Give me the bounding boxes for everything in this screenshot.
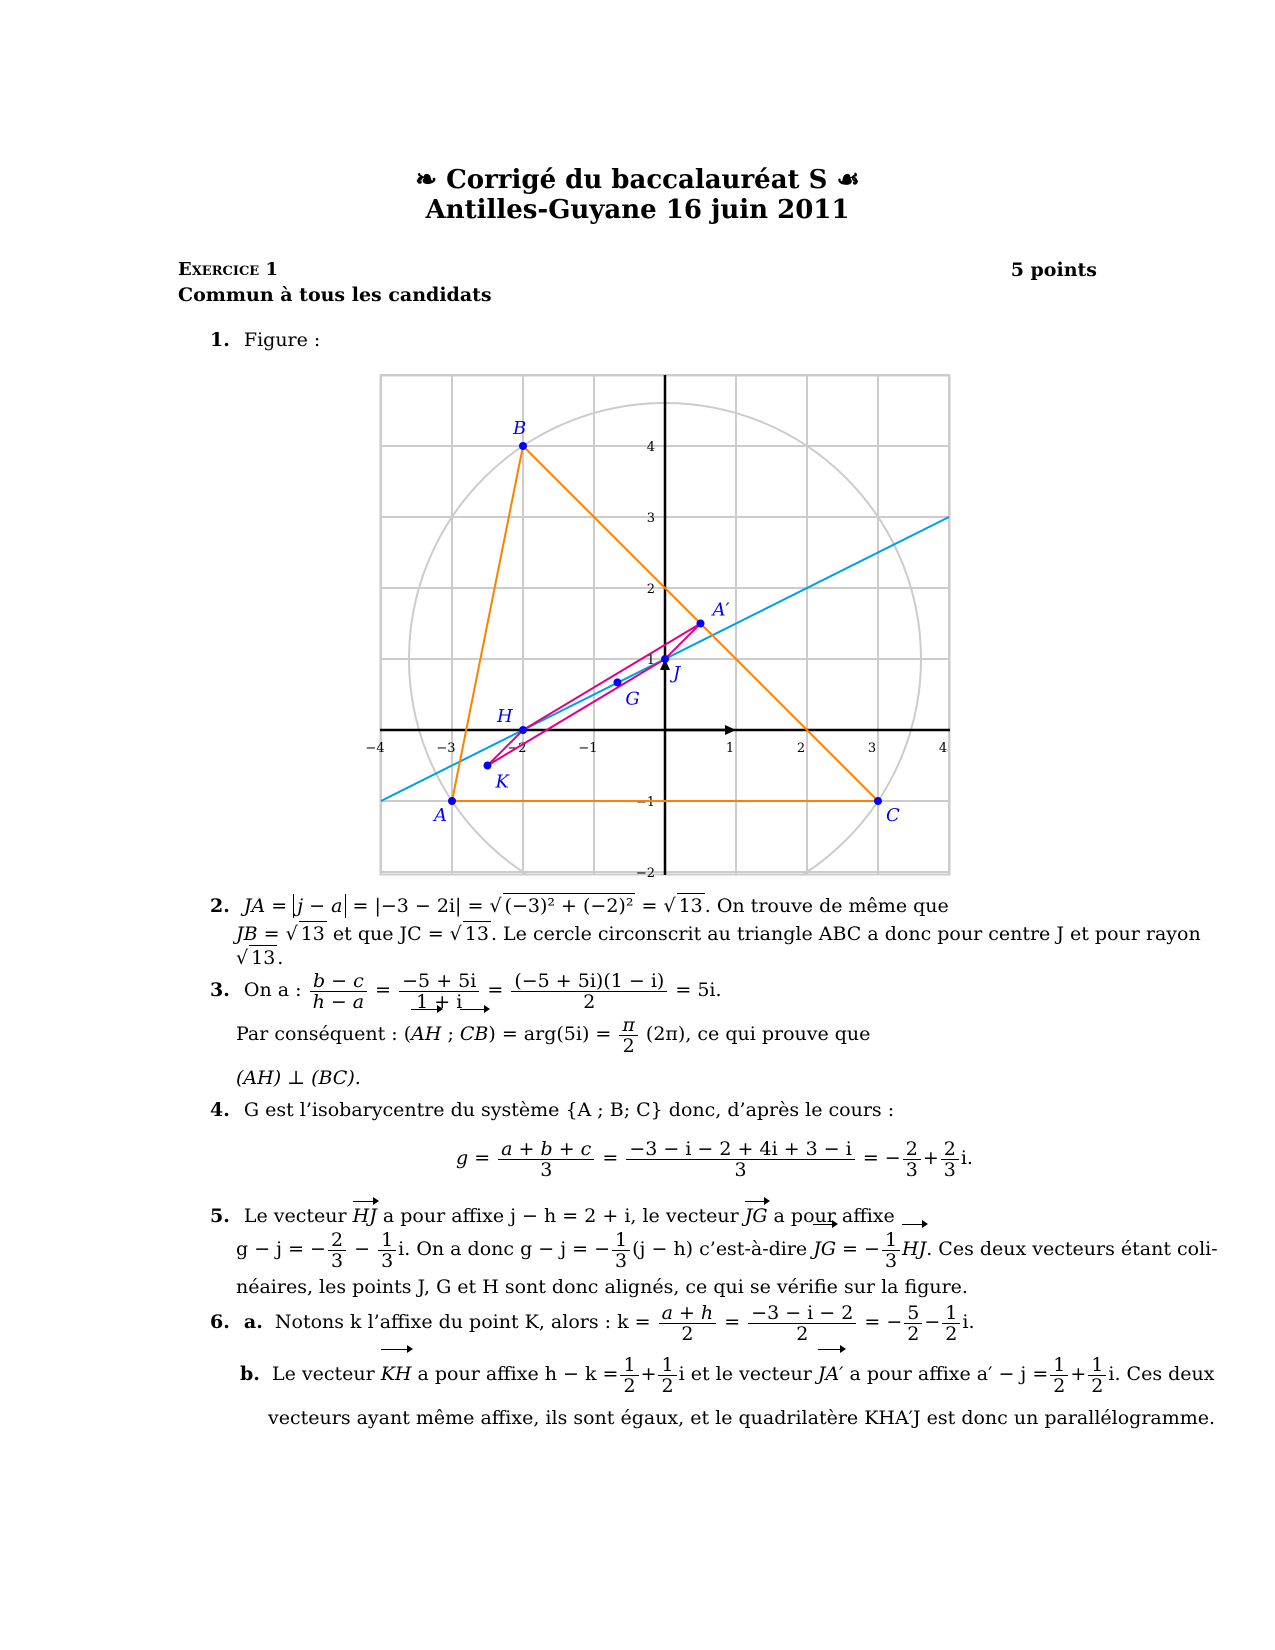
q5-f4d: 3	[884, 1249, 898, 1272]
q2-part: . Le cercle circonscrit au triangle ABC a donc pour centre J et pour rayon	[490, 923, 1201, 945]
q4-frac-1	[498, 1139, 594, 1180]
q4-frac-2	[626, 1139, 855, 1180]
q2-sqrt: 13	[464, 923, 489, 945]
question-5-line-2	[236, 1227, 1218, 1271]
q6a-f3d: 2	[907, 1322, 920, 1345]
point-K	[484, 762, 492, 770]
q6a-frac-2	[748, 1303, 856, 1344]
point-label: A′	[712, 599, 730, 621]
q6b-label: b.	[240, 1363, 260, 1385]
point-C	[874, 797, 882, 805]
q5-part: a pour affixe j − h = 2 + i, le vecteur	[376, 1205, 745, 1227]
q6b-f3d: 2	[1053, 1374, 1066, 1397]
question-6b-line-2: vecteurs ayant même affixe, ils sont égaux, et le quadrilatère KHA′J est donc un parallélogramme.	[268, 1407, 1216, 1429]
q3-part: Par conséquent : (	[236, 1023, 412, 1045]
x-tick-label: 2	[796, 741, 806, 756]
vector-hj: HJ	[352, 1205, 377, 1227]
q4-f4d: 3	[943, 1158, 956, 1181]
q6a-tail: i.	[962, 1311, 975, 1333]
q5-f1n: 2	[328, 1230, 346, 1251]
q3-f1n: b − c	[310, 971, 368, 992]
q6-number: 6.	[210, 1311, 230, 1333]
question-4-line-1	[210, 1098, 894, 1122]
q4-f4n: 2	[941, 1139, 959, 1160]
vector-cb: CB	[460, 1012, 489, 1056]
vector-jg-2: JG	[813, 1227, 836, 1271]
q4-number: 4.	[210, 1099, 230, 1121]
q4-frac-4	[941, 1139, 959, 1180]
q1-text: Figure :	[243, 329, 321, 351]
y-tick-label: 3	[646, 511, 655, 526]
q6a-f1d: 2	[681, 1322, 694, 1345]
q6b-f1d: 2	[623, 1374, 636, 1397]
q6b-f2n: 1	[658, 1355, 676, 1376]
q5-part: = −	[836, 1238, 880, 1260]
q3-number: 3.	[210, 979, 230, 1001]
q6a-f2n: −3 − i − 2	[748, 1303, 856, 1324]
q5-part: a pour affixe	[767, 1205, 895, 1227]
x-tick-label: −4	[365, 741, 385, 756]
point-J	[661, 655, 669, 663]
q6a-frac-4	[942, 1303, 960, 1344]
q2-sqrt: 13	[678, 895, 703, 917]
exercise-points: 5 points	[1010, 259, 1097, 281]
q5-frac-3	[612, 1230, 630, 1271]
x-tick-label: −3	[436, 741, 456, 756]
q6a-f4d: 2	[945, 1322, 958, 1345]
point-label: C	[886, 805, 900, 826]
vector-hj-2: HJ	[902, 1227, 926, 1271]
q6b-part: Le vecteur	[271, 1363, 381, 1385]
title-line-1	[0, 165, 1275, 195]
y-tick-label: 4	[646, 440, 655, 455]
q2-part: = |−3 − 2i| =	[346, 895, 490, 917]
q3-frac-3	[511, 971, 667, 1012]
q4-f2n: −3 − i − 2 + 4i + 3 − i	[626, 1139, 855, 1160]
question-3-line-1: 3. On a : $\frac{b - c}{h - a}$ = $\frac{-5 + 5i}{1 + i}$ = $\frac{(-5 + 5i)(1 - i)}{2}$ = 5i.	[210, 969, 722, 1013]
q3-pin: π	[619, 1015, 638, 1036]
point-label: G	[625, 688, 640, 710]
q2-part: .	[277, 947, 284, 969]
q2-part: =	[635, 895, 664, 917]
q4-f3n: 2	[903, 1139, 921, 1160]
title-line-2: Antilles-Guyane 16 juin 2011	[425, 195, 850, 225]
point-label: J	[673, 663, 681, 684]
q4-frac-3	[903, 1139, 921, 1180]
q2-modulus: j − a	[293, 894, 346, 918]
y-tick-label: 1	[646, 653, 655, 668]
point-A′	[697, 620, 705, 628]
q5-frac-2	[378, 1230, 396, 1271]
q5-f2d: 3	[381, 1249, 394, 1272]
q5-f3d: 3	[615, 1249, 628, 1272]
q6b-part: a pour affixe a′ − j =	[843, 1363, 1049, 1385]
vector-ja-prime: JA′	[818, 1352, 844, 1396]
q6b-frac-1	[620, 1355, 638, 1396]
vector-kh: KH	[381, 1352, 412, 1396]
q3-frac-1	[310, 971, 368, 1012]
question-6b-line-1: b. Le vecteur KH a pour affixe h − k = $\frac{1}{2}$ + $\frac{1}{2}$ i et le vecteur JA′ a pour affixe a′ − j = $\frac{1}{2}$ + $\frac{1}{2}$ i. Ces deux	[240, 1353, 1215, 1397]
q6a-f4n: 1	[942, 1303, 960, 1324]
question-1	[210, 328, 320, 352]
point-label: A	[434, 805, 447, 826]
q5-part: . Ces deux vecteurs étant coli-	[926, 1238, 1218, 1260]
point-A	[448, 797, 456, 805]
y-tick-label: −2	[635, 866, 655, 881]
q2-sqrt: (−3)² + (−2)²	[504, 895, 634, 917]
q4-tail: i.	[960, 1147, 973, 1169]
q4-f3d: 3	[905, 1158, 918, 1181]
point-B	[519, 442, 527, 450]
q6a-f3n: 5	[904, 1303, 922, 1324]
question-2-line-2: JB = √ 13 et que JC = √ 13 . Le cercle circonscrit au triangle ABC a donc pour centre J et pour rayon	[236, 923, 1201, 945]
point-H	[519, 726, 527, 734]
title-text: Corrigé du baccalauréat S	[446, 165, 828, 195]
q6b-f2d: 2	[661, 1374, 674, 1397]
q2-part: JA =	[243, 895, 294, 917]
question-3-line-2	[236, 1012, 870, 1056]
x-tick-label: 4	[938, 741, 948, 756]
vector-jg: JG	[744, 1205, 768, 1227]
exercise-audience: Commun à tous les candidats	[178, 284, 492, 306]
q5-f4n: 1	[882, 1230, 900, 1251]
ornament-right-icon: ☙	[836, 165, 860, 195]
q3-f1d: h − a	[312, 990, 365, 1013]
q5-part: g − j = −	[236, 1238, 326, 1260]
y-tick-label: 2	[646, 582, 655, 597]
figure	[365, 375, 950, 881]
q3-part: ;	[441, 1023, 460, 1045]
point-G	[613, 678, 621, 686]
question-3-line-3: (AH) ⊥ (BC).	[236, 1067, 361, 1089]
q4-g: g =	[456, 1147, 491, 1169]
x-tick-label: 3	[867, 741, 877, 756]
q4-f1d: 3	[540, 1158, 553, 1181]
q6a-f2d: 2	[796, 1322, 809, 1345]
q2-sqrt: 13	[251, 947, 276, 969]
q5-part: −	[348, 1238, 377, 1260]
question-5-line-1	[210, 1204, 895, 1228]
q4-text: G est l’isobarycentre du système {A ; B; C} donc, d’après le cours :	[243, 1099, 895, 1121]
point-label: H	[497, 706, 513, 727]
q2-sqrt: 13	[300, 923, 325, 945]
q5-part: i. On a donc g − j = −	[398, 1238, 611, 1260]
q6b-frac-3	[1050, 1355, 1068, 1396]
y-tick-label: −1	[635, 795, 655, 810]
q6b-part: i et le vecteur	[678, 1363, 818, 1385]
q6a-frac-3	[904, 1303, 922, 1344]
question-2-line-1: 2. JA = j − a = |−3 − 2i| = √ (−3)² + (−2)² = √ 13 . On trouve de même que	[210, 895, 949, 917]
q3-result: = 5i.	[675, 979, 722, 1001]
exercise-label: Exercice 1	[178, 259, 278, 280]
q3-f3d: 2	[583, 990, 596, 1013]
q6b-frac-2	[658, 1355, 676, 1396]
q3-pid: 2	[622, 1034, 635, 1057]
q6b-f4n: 1	[1088, 1355, 1106, 1376]
question-4-formula: g = $\frac{a + b + c}{3}$ = $\frac{-3 - i - 2 + 4i + 3 - i}{3}$ = − $\frac{2}{3}$ + $\frac{2}{3}$ i.	[456, 1137, 973, 1181]
point-label: K	[495, 771, 509, 793]
q1-number: 1.	[210, 329, 230, 351]
q5-f2n: 1	[378, 1230, 396, 1251]
q3-f2n: −5 + 5i	[399, 971, 479, 992]
q6a-frac-1	[659, 1303, 717, 1344]
question-2-line-3: √ 13 .	[236, 947, 284, 969]
q3-part: (2π), ce qui prouve que	[639, 1023, 871, 1045]
q4-f2d: 3	[734, 1158, 747, 1181]
q6b-frac-4	[1088, 1355, 1106, 1396]
ornament-left-icon: ❧	[415, 165, 438, 195]
q5-part: Le vecteur	[243, 1205, 353, 1227]
vector-ah: AH	[411, 1012, 441, 1056]
q5-number: 5.	[210, 1205, 230, 1227]
x-tick-label: −1	[578, 741, 598, 756]
q3-f2d: 1 + i	[416, 990, 463, 1013]
q5-f1d: 3	[330, 1249, 344, 1272]
x-tick-label: −2	[507, 741, 527, 756]
question-5-line-3: néaires, les points J, G et H sont donc alignés, ce qui se vérifie sur la figure.	[236, 1276, 968, 1298]
q3-intro: On a :	[243, 979, 302, 1001]
q5-part: (j − h) c’est-à-dire	[632, 1238, 814, 1260]
q3-f3n: (−5 + 5i)(1 − i)	[511, 971, 667, 992]
point-label: B	[513, 418, 527, 439]
q5-frac-4	[882, 1230, 900, 1271]
q2-part: JB =	[236, 923, 286, 945]
q6b-f4d: 2	[1091, 1374, 1104, 1397]
question-6a: 6. a. Notons k l’affixe du point K, alors : k = $\frac{a + h}{2}$ = $\frac{-3 - i - 2}{2}$ = − $\frac{5}{2}$ − $\frac{1}{2}$ i.	[210, 1301, 975, 1345]
q6a-label: a.	[243, 1311, 263, 1333]
q6b-part: a pour affixe h − k =	[411, 1363, 619, 1385]
q6a-text: Notons k l’affixe du point K, alors : k =	[274, 1311, 651, 1333]
q3-part: ) = arg(5i) =	[488, 1023, 618, 1045]
q5-frac-1	[328, 1230, 346, 1271]
q6b-part: i. Ces deux	[1108, 1363, 1215, 1385]
q6a-f1n: a + h	[659, 1303, 717, 1324]
q3-pi-frac	[619, 1015, 638, 1056]
q2-part: et que JC =	[326, 923, 450, 945]
q4-f1n: a + b + c	[498, 1139, 594, 1160]
x-tick-label: 1	[725, 741, 735, 756]
q5-f3n: 1	[612, 1230, 630, 1251]
q2-part: . On trouve de même que	[704, 895, 949, 917]
q6b-f3n: 1	[1050, 1355, 1068, 1376]
q2-number: 2.	[210, 895, 230, 917]
q6b-f1n: 1	[620, 1355, 638, 1376]
